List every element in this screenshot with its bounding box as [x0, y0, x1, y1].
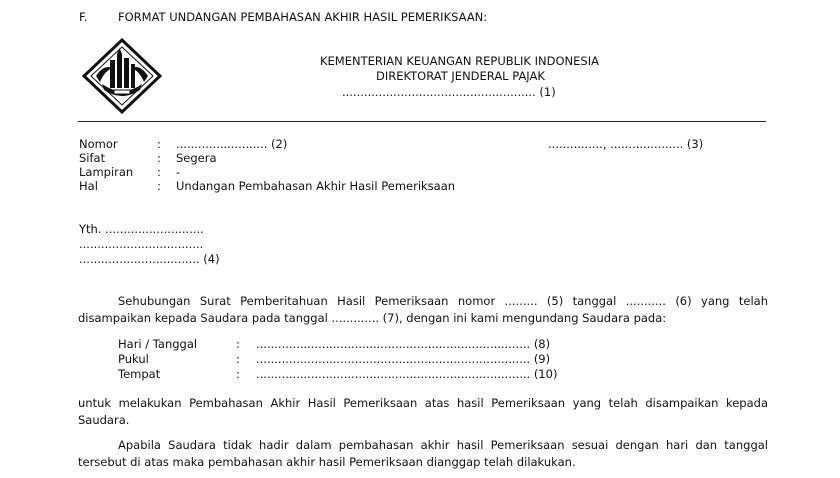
- sifat-colon: :: [157, 151, 161, 165]
- header-divider: [78, 121, 766, 122]
- schedule-label-hari: Hari / Tanggal: [118, 337, 198, 351]
- schedule-value-hari: ........................................................................... (8): [256, 337, 551, 351]
- schedule-value-tempat: ........................................................................... (10): [256, 367, 558, 381]
- schedule-label-pukul: Pukul: [118, 352, 149, 366]
- nomor-colon: :: [157, 137, 161, 151]
- recipient-line-2: ..................................: [79, 237, 204, 251]
- schedule-label-tempat: Tempat: [118, 367, 161, 381]
- letterhead-ministry: KEMENTERIAN KEUANGAN REPUBLIK INDONESIA: [320, 54, 599, 68]
- nomor-value: ......................... (2): [176, 137, 288, 151]
- nomor-label: Nomor: [79, 137, 118, 151]
- schedule-colon-tempat: :: [236, 367, 240, 381]
- letterhead-office: ..................................................... (1): [342, 85, 556, 99]
- sifat-value: Segera: [176, 151, 217, 165]
- body-paragraph-intro: Sehubungan Surat Pemberitahuan Hasil Pemeriksaan nomor ......... (5) tanggal ........... (6) yang telah disampaikan kepada Saudara pada tanggal ............. (7), dengan ini kami mengundang Saudara pada:: [78, 294, 768, 325]
- hal-value: Undangan Pembahasan Akhir Hasil Pemeriksaan: [176, 179, 456, 193]
- lampiran-label: Lampiran: [79, 165, 134, 179]
- kemenkeu-emblem-icon: [82, 38, 162, 114]
- section-title: FORMAT UNDANGAN PEMBAHASAN AKHIR HASIL PEMERIKSAAN:: [118, 10, 488, 24]
- schedule-colon-pukul: :: [236, 352, 240, 366]
- hal-label: Hal: [79, 179, 98, 193]
- lampiran-value: -: [176, 165, 181, 179]
- body-paragraph-purpose: untuk melakukan Pembahasan Akhir Hasil Pemeriksaan atas hasil Pemeriksaan yang telah disampaikan kepada Saudara.: [78, 396, 768, 427]
- hal-colon: :: [157, 179, 161, 193]
- schedule-colon-hari: :: [236, 337, 240, 351]
- sifat-label: Sifat: [79, 151, 106, 165]
- letterhead-directorate: DIREKTORAT JENDERAL PAJAK: [376, 69, 545, 83]
- recipient-line-1: Yth. ...........................: [79, 222, 204, 236]
- lampiran-colon: :: [157, 165, 161, 179]
- section-letter: F.: [79, 10, 88, 24]
- schedule-value-pukul: ........................................................................... (9): [256, 352, 551, 366]
- body-paragraph-absence: Apabila Saudara tidak hadir dalam pembahasan akhir hasil Pemeriksaan sesuai dengan hari dan tanggal tersebut di atas maka pembahasan akhir hasil Pemeriksaan dianggap telah dilakukan.: [78, 438, 768, 469]
- recipient-line-3: ................................. (4): [79, 252, 220, 266]
- letter-date: ..............., .................... (3): [548, 137, 704, 151]
